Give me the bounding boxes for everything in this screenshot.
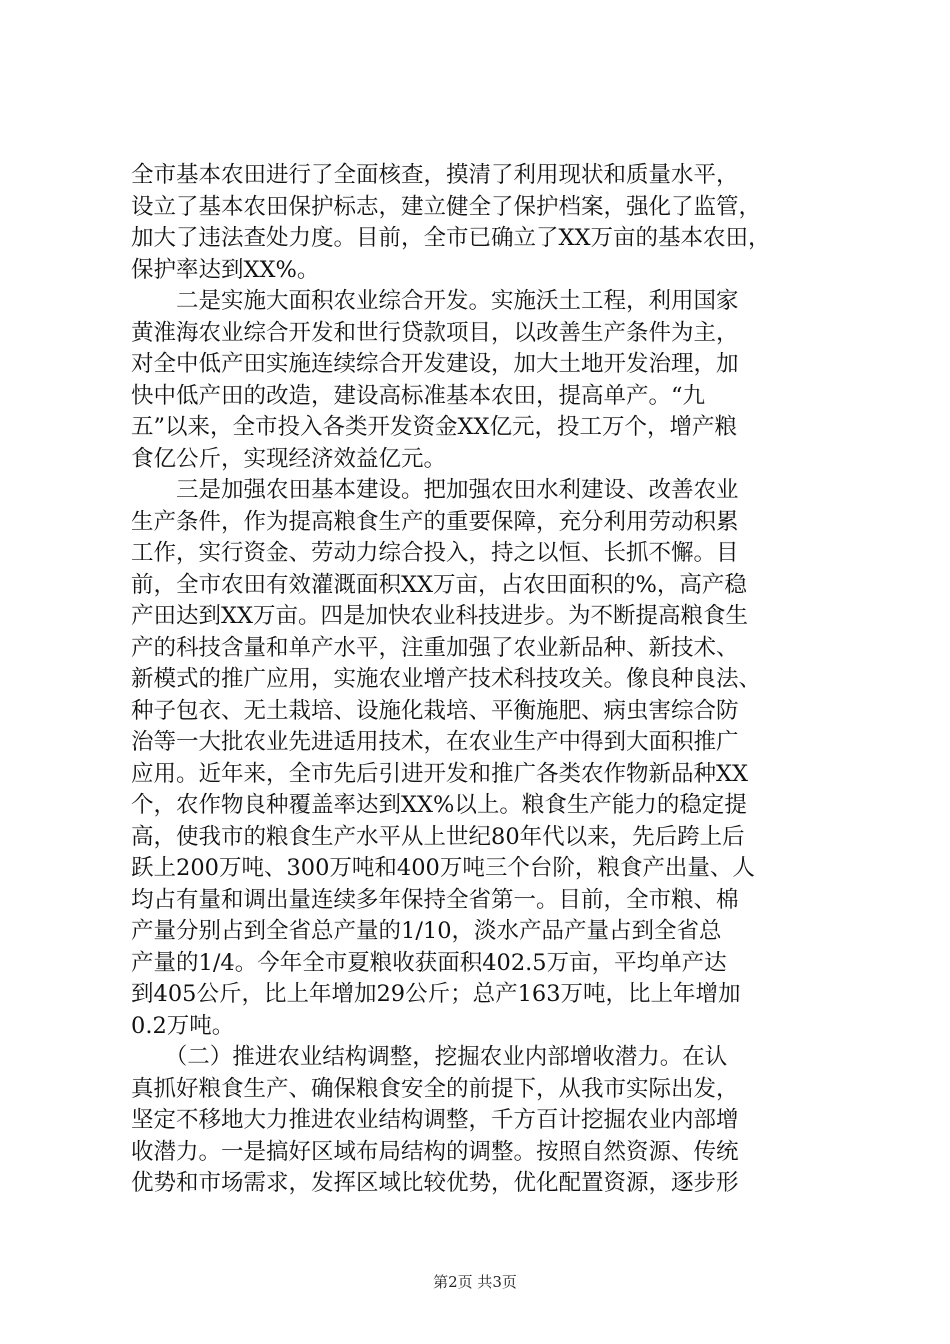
text-line: 种子包衣、无土栽培、设施化栽培、平衡施肥、病虫害综合防 (131, 697, 739, 724)
text-line: 应用。近年来，全市先后引进开发和推广各类农作物新品种XX (131, 760, 749, 787)
text-line: 治等一大批农业先进适用技术，在农业生产中得到大面积推广 (131, 729, 739, 755)
text-line: 到405公斤，比上年增加29公斤；总产163万吨，比上年增加 (131, 981, 741, 1007)
text-line: 全市基本农田进行了全面核查，摸清了利用现状和质量水平， (131, 162, 739, 188)
text-line: 三是加强农田基本建设。把加强农田水利建设、改善农业 (131, 477, 739, 503)
text-line: 均占有量和调出量连续多年保持全省第一。目前，全市粮、棉 (131, 886, 739, 913)
text-line: 五”以来，全市投入各类开发资金XX亿元，投工万个，增产粮 (131, 414, 738, 440)
text-line: 个，农作物良种覆盖率达到XX%以上。粮食生产能力的稳定提 (131, 792, 747, 818)
text-line: 前，全市农田有效灌溉面积XX万亩，占农田面积的%，高产稳 (131, 571, 747, 598)
text-line: 产田达到XX万亩。四是加快农业科技进步。为不断提高粮食生 (131, 603, 749, 629)
text-line: 设立了基本农田保护标志，建立健全了保护档案，强化了监管， (131, 193, 762, 220)
text-line: 对全中低产田实施连续综合开发建设，加大土地开发治理，加 (131, 351, 739, 377)
page-number-label: 第2页 共3页 (433, 1273, 517, 1291)
text-line: 加大了违法查处力度。目前，全市已确立了XX万亩的基本农田， (131, 225, 771, 251)
body-text (131, 160, 831, 1200)
text-line: （二）推进农业结构调整，挖掘农业内部增收潜力。在认 (131, 1044, 728, 1070)
text-line: 保护率达到XX%。 (131, 256, 320, 283)
text-line: 产量的1/4。今年全市夏粮收获面积402.5万亩，平均单产达 (131, 949, 727, 976)
text-line: 生产条件，作为提高粮食生产的重要保障，充分利用劳动积累 (131, 508, 739, 535)
text-line: 坚定不移地大力推进农业结构调整，千方百计挖掘农业内部增 (131, 1107, 739, 1133)
text-line: 产量分别占到全省总产量的1/10，淡水产品产量占到全省总 (131, 918, 722, 944)
text-line: 真抓好粮食生产、确保粮食安全的前提下，从我市实际出发， (131, 1075, 739, 1102)
text-line: 快中低产田的改造，建设高标准基本农田，提高单产。“九 (131, 382, 706, 409)
text-line: 产的科技含量和单产水平，注重加强了农业新品种、新技术、 (131, 634, 739, 661)
text-line: 食亿公斤，实现经济效益亿元。 (131, 445, 447, 472)
text-line: 二是实施大面积农业综合开发。实施沃土工程，利用国家 (131, 288, 739, 314)
text-line: 收潜力。一是搞好区域布局结构的调整。按照自然资源、传统 (131, 1138, 739, 1165)
text-line: 优势和市场需求，发挥区域比较优势，优化配置资源，逐步形 (131, 1170, 739, 1196)
text-line: 0.2万吨。 (131, 1012, 235, 1039)
page-footer (0, 1272, 950, 1292)
text-line: 跃上200万吨、300万吨和400万吨三个台阶，粮食产出量、人 (131, 855, 755, 881)
text-line: 高，使我市的粮食生产水平从上世纪80年代以来，先后跨上后 (131, 823, 745, 850)
text-line: 工作，实行资金、劳动力综合投入，持之以恒、长抓不懈。目 (131, 540, 739, 566)
text-line: 新模式的推广应用，实施农业增产技术科技攻关。像良种良法、 (131, 666, 762, 692)
text-line: 黄淮海农业综合开发和世行贷款项目，以改善生产条件为主， (131, 319, 739, 346)
